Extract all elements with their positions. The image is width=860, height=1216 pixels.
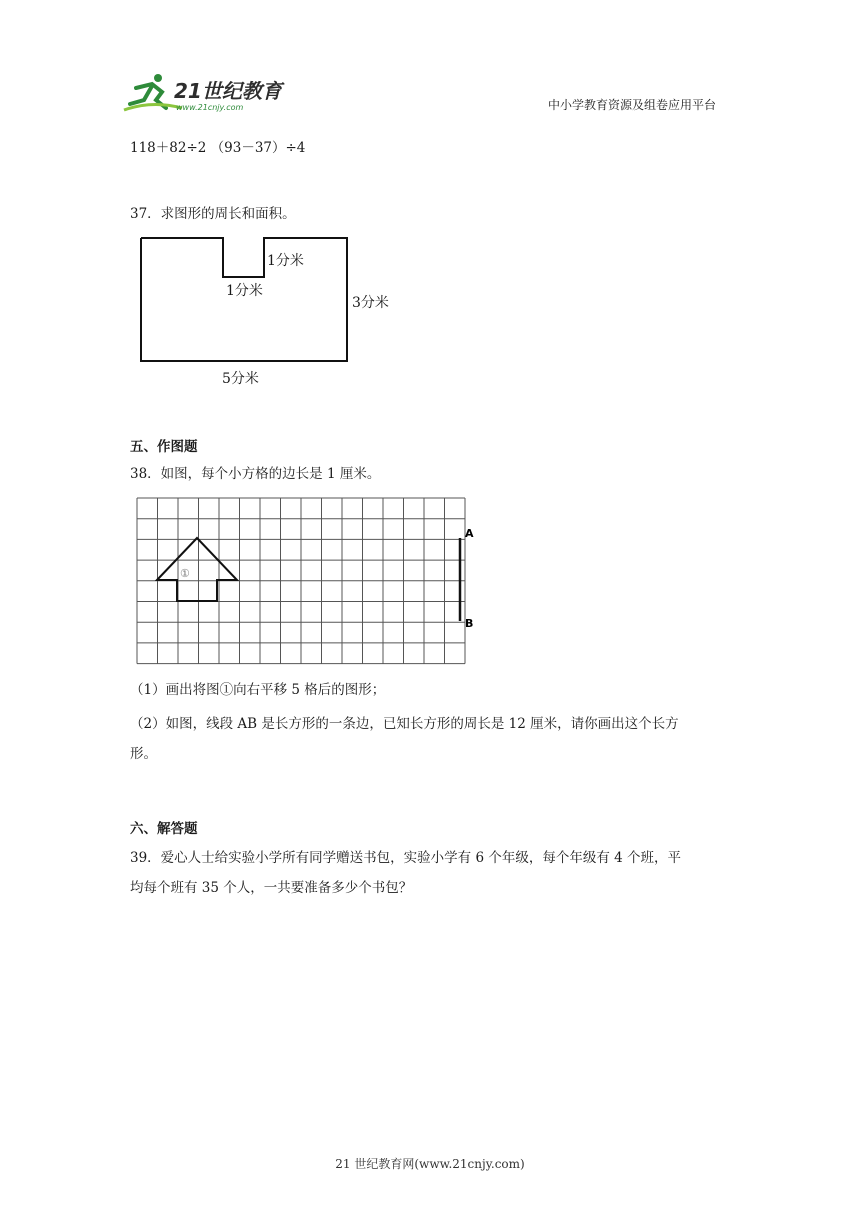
section6-title: 六、解答题	[130, 821, 198, 837]
site-logo	[122, 70, 292, 114]
q38-sub2-line1: （2）如图，线段 AB 是长方形的一条边，已知长方形的周长是 12 厘米，请你画出这个长方	[130, 716, 679, 732]
logo-text: 21世纪教育	[174, 79, 282, 103]
q38-sub1: （1）画出将图①向右平移 5 格后的图形；	[130, 682, 386, 698]
q37-label-right: 3分米	[352, 295, 389, 311]
q37-label-bottom: 5分米	[222, 371, 259, 387]
logo-url: www.21cnjy.com	[176, 103, 244, 112]
q37-label-notch-width: 1分米	[226, 283, 263, 299]
expression-line: 118＋82÷2 （93－37）÷4	[130, 140, 306, 156]
q38-sub2-line2: 形。	[130, 746, 157, 762]
q37-shape	[138, 235, 352, 365]
q37-label-notch-height: 1分米	[267, 253, 304, 269]
shape-1-label: ①	[180, 567, 190, 580]
section5-title: 五、作图题	[130, 439, 198, 455]
footer-text: 21 世纪教育网(www.21cnjy.com)	[335, 1157, 525, 1171]
shape-1-arrow	[157, 538, 237, 601]
q39-line1: 39．爱心人士给实验小学所有同学赠送书包，实验小学有 6 个年级，每个年级有 4 个班，平	[130, 850, 682, 866]
q37-text: 37．求图形的周长和面积。	[130, 206, 296, 222]
point-b-label: B	[465, 617, 474, 630]
header-platform-text: 中小学教育资源及组卷应用平台	[548, 98, 717, 112]
grid	[137, 498, 465, 664]
q38-text: 38．如图，每个小方格的边长是 1 厘米。	[130, 466, 381, 482]
q39-line2: 均每个班有 35 个人，一共要准备多少个书包？	[130, 880, 413, 896]
point-a-label: A	[465, 527, 474, 540]
q38-grid-figure	[135, 496, 480, 668]
